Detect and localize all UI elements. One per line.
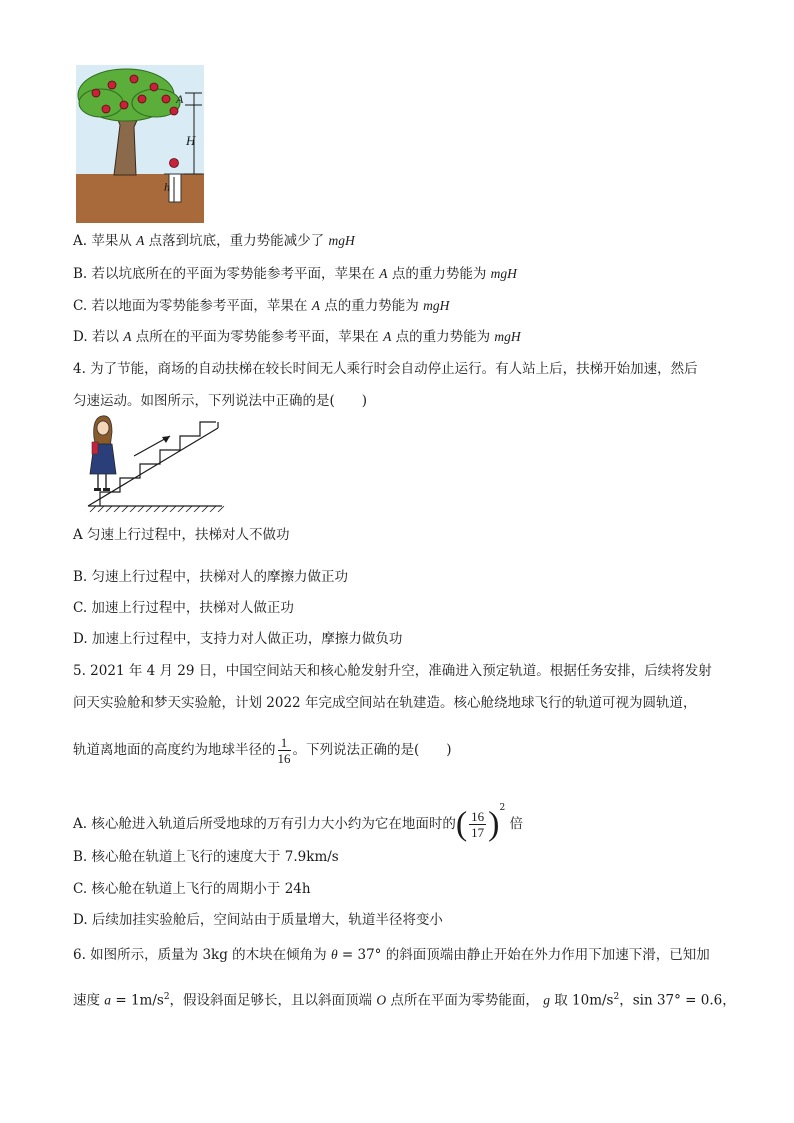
label-A: A xyxy=(176,92,184,106)
q4-stem-line2: 匀速运动。如图所示，下列说法中正确的是( ) xyxy=(73,393,368,409)
q5-option-a: A. 核心舱进入轨道后所受地球的万有引力大小约为它在地面时的( $\frac{16}{17}$ )$^2$ 倍 xyxy=(73,803,524,843)
q5-stem-line2: 问天实验舱和梦天实验舱，计划 2022 年完成空间站在轨建造。核心舱绕地球飞行的轨道可视为圆轨道， xyxy=(73,695,697,711)
q4-option-c: C. 加速上行过程中，扶梯对人做正功 xyxy=(73,600,294,616)
q5-stem-line1: 5. 2021 年 4 月 29 日，中国空间站天和核心舱发射升空，准确进入预定轨道。根据任务安排，后续将发射 xyxy=(73,663,712,679)
girl-figure xyxy=(90,416,116,491)
q5-option-b: B. 核心舱在轨道上飞行的速度大于 7.9km/s xyxy=(73,849,339,865)
q6-stem-line1: 6. 如图所示，质量为 3kg 的木块在倾角为 θ = 37° 的斜面顶端由静止开始在外力作用下加速下滑，已知加 xyxy=(73,947,710,963)
label-h: h xyxy=(164,180,170,194)
label-H: H xyxy=(186,133,196,148)
fraction-16-17: $\frac{16}{17}$ xyxy=(471,809,485,840)
falling-apple xyxy=(170,159,179,168)
q5-option-c: C. 核心舱在轨道上飞行的周期小于 24h xyxy=(73,881,311,897)
q4-stem-line1: 4. 为了节能，商场的自动扶梯在较长时间无人乘行时会自动停止运行。有人站上后，扶梯开始加速，然后 xyxy=(73,361,698,377)
floor-hatching xyxy=(90,506,224,512)
q3-option-b: B. 若以坑底所在的平面为零势能参考平面，苹果在 A 点的重力势能为 mgH xyxy=(73,266,517,282)
ground xyxy=(76,174,204,223)
escalator-figure xyxy=(86,408,226,516)
q4-option-b: B. 匀速上行过程中，扶梯对人的摩擦力做正功 xyxy=(73,569,349,585)
q4-option-d: D. 加速上行过程中，支持力对人做正功，摩擦力做负功 xyxy=(73,631,403,647)
q5-option-d: D. 后续加挂实验舱后，空间站由于质量增大，轨道半径将变小 xyxy=(73,912,443,928)
apple-tree-figure xyxy=(76,65,204,223)
fraction-1-16: $\frac{1}{16}$ xyxy=(277,735,291,766)
q6-stem-line2: 速度 $a = 1m/s^2$，假设斜面足够长，且以斜面顶端 O 点所在平面为零势能面， g 取 $10m/s^2$，sin 37° = 0.6， xyxy=(73,992,736,1009)
q4-option-a: A 匀速上行过程中，扶梯对人不做功 xyxy=(73,527,290,543)
q3-option-a: A. 苹果从 A 点落到坑底，重力势能减少了 mgH xyxy=(73,233,355,249)
q3-option-d: D. 若以 A 点所在的平面为零势能参考平面，苹果在 A 点的重力势能为 mgH xyxy=(73,329,521,345)
q5-stem-line3: 轨道离地面的高度约为地球半径的 $\frac{1}{16}$ 。下列说法正确的是( ) xyxy=(73,735,452,766)
q3-option-c: C. 若以地面为零势能参考平面，苹果在 A 点的重力势能为 mgH xyxy=(73,298,450,314)
